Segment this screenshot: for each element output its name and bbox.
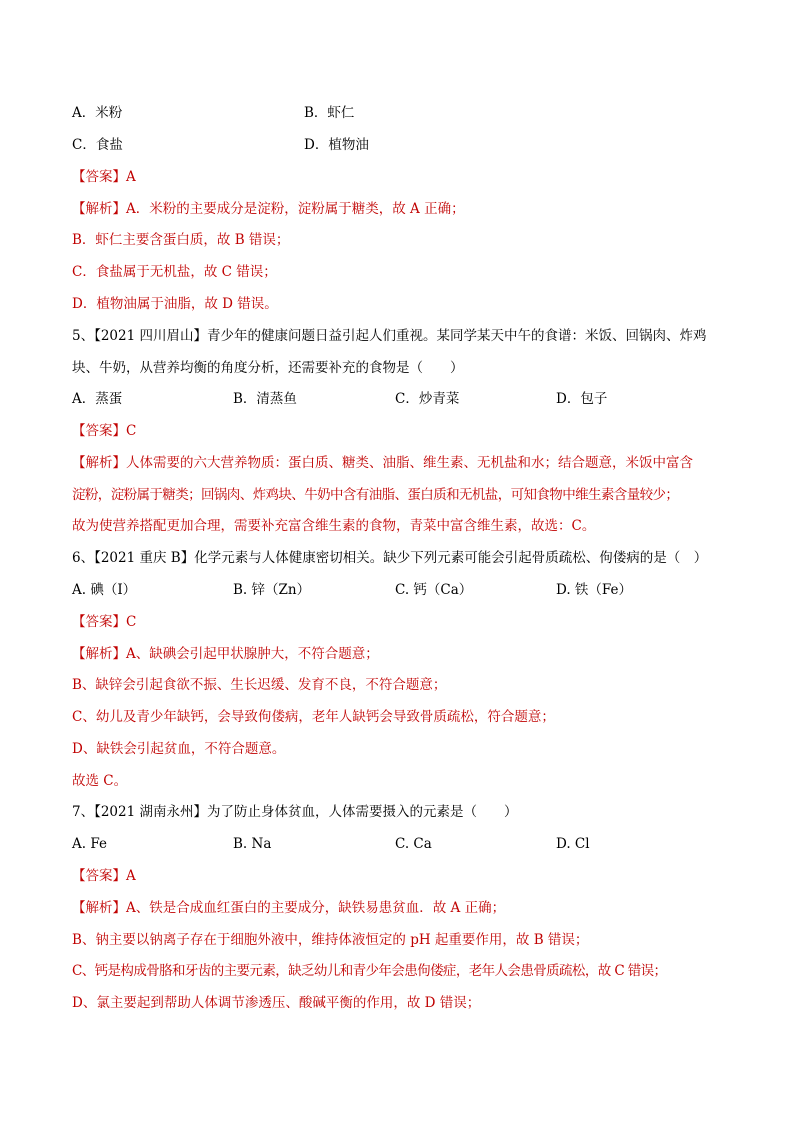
q6-answer-label: 【答案】 — [72, 614, 126, 630]
q4-analysis-line-2: B．虾仁主要含蛋白质，故 B 错误； — [72, 232, 290, 248]
q7-option-b: B. Na — [233, 836, 272, 852]
q5-number: 5、 — [72, 328, 95, 344]
q5-option-a: A．蒸蛋 — [72, 391, 123, 407]
q7-analysis-line-2: B、钠主要以钠离子存在于细胞外液中，维持体液恒定的 pH 起重要作用，故 B 错误； — [72, 932, 589, 948]
q4-analysis-label: 【解析】 — [72, 201, 126, 217]
q6-option-c: C. 钙（Ca） — [395, 582, 473, 598]
q6-option-b: B. 锌（Zn） — [233, 582, 311, 598]
q4-analysis-text-1: A．米粉的主要成分是淀粉，淀粉属于糖类，故 A 正确； — [126, 201, 465, 217]
q6-source: 【2021 重庆 B】 — [94, 550, 195, 566]
q6-stem-text: 化学元素与人体健康密切相关。缺少下列元素可能会引起骨质疏松、佝偻病的是（ ） — [194, 550, 708, 566]
q7-source: 【2021 湖南永州】 — [94, 804, 207, 820]
q4-analysis-line-3: C．食盐属于无机盐，故 C 错误； — [72, 264, 277, 280]
q5-option-b: B．清蒸鱼 — [233, 391, 297, 407]
q6-option-a: A. 碘（I） — [72, 582, 137, 598]
q4-analysis-line-4: D．植物油属于油脂，故 D 错误。 — [72, 296, 278, 312]
q7-stem-text: 为了防止身体贫血，人体需要摄入的元素是（ ） — [207, 804, 518, 820]
q6-option-d: D. 铁（Fe） — [556, 582, 633, 598]
q5-analysis-line-3: 故为使营养搭配更加合理，需要补充富含维生素的食物，青菜中富含维生素，故选：C。 — [72, 518, 596, 534]
q5-stem-line-2: 块、牛奶，从营养均衡的角度分析，还需要补充的食物是（ ） — [72, 360, 464, 376]
q7-analysis-line-1 — [72, 898, 505, 918]
q4-answer — [72, 167, 136, 187]
q4-option-b: B．虾仁 — [304, 105, 355, 121]
q7-answer — [72, 866, 136, 886]
q5-source: 【2021 四川眉山】 — [94, 328, 207, 344]
q5-option-d: D．包子 — [556, 391, 608, 407]
q5-answer-label: 【答案】 — [72, 423, 126, 439]
q5-analysis-line-2: 淀粉，淀粉属于糖类；回锅肉、炸鸡块、牛奶中含有油脂、蛋白质和无机盐，可知食物中维生素含量较少； — [72, 487, 679, 503]
q7-analysis-label: 【解析】 — [72, 900, 126, 916]
q6-answer-value: C — [126, 614, 137, 630]
q4-analysis-line-1 — [72, 199, 465, 219]
q6-analysis-line-2: B、缺锌会引起食欲不振、生长迟缓、发育不良，不符合题意； — [72, 677, 447, 693]
q7-option-a: A. Fe — [72, 836, 107, 852]
q4-answer-value: A — [126, 169, 136, 185]
q5-answer — [72, 421, 136, 441]
q6-analysis-line-3: C、幼儿及青少年缺钙，会导致佝偻病，老年人缺钙会导致骨质疏松，符合题意； — [72, 709, 555, 725]
q7-analysis-line-4: D、氯主要起到帮助人体调节渗透压、酸碱平衡的作用，故 D 错误； — [72, 995, 481, 1011]
q5-analysis-text-1: 人体需要的六大营养物质：蛋白质、糖类、油脂、维生素、无机盐和水；结合题意，米饭中富含 — [126, 455, 693, 471]
q4-option-c: C．食盐 — [72, 137, 123, 153]
q6-analysis-label: 【解析】 — [72, 646, 126, 662]
q7-analysis-line-3: C、钙是构成骨胳和牙齿的主要元素，缺乏幼儿和青少年会患佝偻症，老年人会患骨质疏松，故 C 错误； — [72, 963, 667, 979]
q6-answer — [72, 612, 136, 632]
q7-option-d: D. Cl — [556, 836, 590, 852]
q5-stem-text-1: 青少年的健康问题日益引起人们重视。某同学某天中午的食谱：米饭、回锅肉、炸鸡 — [207, 328, 707, 344]
q5-stem-line-1 — [72, 326, 707, 346]
q7-answer-value: A — [126, 868, 136, 884]
q5-option-c: C．炒青菜 — [395, 391, 460, 407]
q4-option-d: D．植物油 — [304, 137, 369, 153]
q6-analysis-text-1: A、缺碘会引起甲状腺肿大，不符合题意； — [126, 646, 379, 662]
q5-answer-value: C — [126, 423, 137, 439]
q6-stem — [72, 548, 707, 568]
q4-option-a: A．米粉 — [72, 105, 123, 121]
q7-stem — [72, 802, 518, 822]
q6-number: 6、 — [72, 550, 95, 566]
q7-analysis-text-1: A、铁是合成血红蛋白的主要成分，缺铁易患贫血．故 A 正确； — [126, 900, 506, 916]
q7-answer-label: 【答案】 — [72, 868, 126, 884]
q7-option-c: C. Ca — [395, 836, 432, 852]
q6-analysis-line-5: 故选 C。 — [72, 773, 128, 789]
q5-analysis-line-1 — [72, 453, 693, 473]
q4-answer-label: 【答案】 — [72, 169, 126, 185]
q5-analysis-label: 【解析】 — [72, 455, 126, 471]
q6-analysis-line-1 — [72, 644, 379, 664]
q6-analysis-line-4: D、缺铁会引起贫血，不符合题意。 — [72, 741, 286, 757]
q7-number: 7、 — [72, 804, 95, 820]
